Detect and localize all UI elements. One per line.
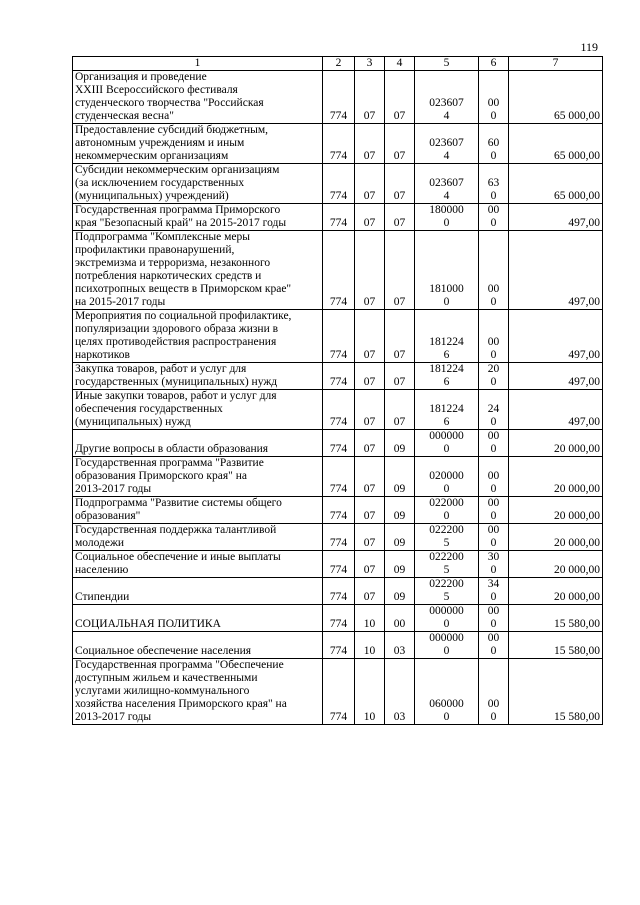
amount: 20 000,00	[509, 551, 603, 578]
amount: 15 580,00	[509, 632, 603, 659]
expense-type-code: 30 0	[479, 551, 509, 578]
section-code: 10	[355, 659, 385, 725]
amount: 497,00	[509, 310, 603, 363]
target-article-code: 020000 0	[415, 457, 479, 497]
item-name: СОЦИАЛЬНАЯ ПОЛИТИКА	[73, 605, 323, 632]
ministry-code: 774	[323, 659, 355, 725]
section-code: 07	[355, 390, 385, 430]
section-code: 07	[355, 363, 385, 390]
expense-type-code: 63 0	[479, 164, 509, 204]
subsection-code: 07	[385, 164, 415, 204]
subsection-code: 09	[385, 578, 415, 605]
table-row	[73, 390, 603, 430]
subsection-code: 09	[385, 457, 415, 497]
subsection-code: 09	[385, 430, 415, 457]
table-row	[73, 524, 603, 551]
target-article-code: 023607 4	[415, 164, 479, 204]
column-header: 7	[509, 57, 603, 71]
section-code: 07	[355, 497, 385, 524]
target-article-code: 023607 4	[415, 71, 479, 124]
expense-type-code: 00 0	[479, 632, 509, 659]
item-name: Подпрограмма "Комплексные меры профилактики правонарушений, экстремизма и терроризма, незаконного потребления наркотических средств и психотропных веществ в Приморском крае" на 2015-2017 годы	[73, 231, 323, 310]
table-row	[73, 204, 603, 231]
amount: 497,00	[509, 204, 603, 231]
expense-type-code: 24 0	[479, 390, 509, 430]
amount: 65 000,00	[509, 71, 603, 124]
item-name: Социальное обеспечение и иные выплаты населению	[73, 551, 323, 578]
amount: 20 000,00	[509, 497, 603, 524]
expense-type-code: 00 0	[479, 457, 509, 497]
ministry-code: 774	[323, 430, 355, 457]
target-article-code: 181000 0	[415, 231, 479, 310]
section-code: 07	[355, 164, 385, 204]
column-header: 5	[415, 57, 479, 71]
column-header: 2	[323, 57, 355, 71]
target-article-code: 022200 5	[415, 551, 479, 578]
expense-type-code: 00 0	[479, 310, 509, 363]
subsection-code: 07	[385, 204, 415, 231]
target-article-code: 000000 0	[415, 632, 479, 659]
ministry-code: 774	[323, 551, 355, 578]
table-body	[73, 71, 603, 725]
subsection-code: 07	[385, 231, 415, 310]
amount: 20 000,00	[509, 524, 603, 551]
ministry-code: 774	[323, 363, 355, 390]
item-name: Иные закупки товаров, работ и услуг для обеспечения государственных (муниципальных) нужд	[73, 390, 323, 430]
ministry-code: 774	[323, 497, 355, 524]
table-row	[73, 497, 603, 524]
table-row	[73, 430, 603, 457]
expense-type-code: 20 0	[479, 363, 509, 390]
subsection-code: 00	[385, 605, 415, 632]
subsection-code: 03	[385, 632, 415, 659]
item-name: Мероприятия по социальной профилактике, популяризации здорового образа жизни в целях противодействия распространения наркотиков	[73, 310, 323, 363]
amount: 20 000,00	[509, 430, 603, 457]
target-article-code: 181224 6	[415, 390, 479, 430]
table-row	[73, 124, 603, 164]
target-article-code: 000000 0	[415, 605, 479, 632]
section-code: 07	[355, 578, 385, 605]
subsection-code: 07	[385, 71, 415, 124]
table-row	[73, 363, 603, 390]
amount: 497,00	[509, 363, 603, 390]
expense-type-code: 00 0	[479, 231, 509, 310]
ministry-code: 774	[323, 310, 355, 363]
item-name: Государственная программа Приморского края "Безопасный край" на 2015-2017 годы	[73, 204, 323, 231]
expense-type-code: 00 0	[479, 71, 509, 124]
amount: 20 000,00	[509, 457, 603, 497]
item-name: Государственная поддержка талантливой молодежи	[73, 524, 323, 551]
target-article-code: 000000 0	[415, 430, 479, 457]
table-row	[73, 310, 603, 363]
amount: 65 000,00	[509, 164, 603, 204]
page-number: 119	[580, 40, 598, 54]
ministry-code: 774	[323, 632, 355, 659]
item-name: Государственная программа "Обеспечение доступным жильем и качественными услугами жилищно-коммунального хозяйства населения Приморского края" на 2013-2017 годы	[73, 659, 323, 725]
section-code: 07	[355, 430, 385, 457]
target-article-code: 023607 4	[415, 124, 479, 164]
ministry-code: 774	[323, 71, 355, 124]
ministry-code: 774	[323, 457, 355, 497]
target-article-code: 181224 6	[415, 363, 479, 390]
expense-type-code: 34 0	[479, 578, 509, 605]
subsection-code: 03	[385, 659, 415, 725]
section-code: 10	[355, 605, 385, 632]
ministry-code: 774	[323, 390, 355, 430]
target-article-code: 180000 0	[415, 204, 479, 231]
expense-type-code: 00 0	[479, 497, 509, 524]
table-row	[73, 71, 603, 124]
budget-table	[72, 56, 603, 725]
section-code: 07	[355, 231, 385, 310]
expense-type-code: 00 0	[479, 659, 509, 725]
amount: 15 580,00	[509, 659, 603, 725]
amount: 65 000,00	[509, 124, 603, 164]
section-code: 07	[355, 71, 385, 124]
ministry-code: 774	[323, 204, 355, 231]
target-article-code: 060000 0	[415, 659, 479, 725]
table-row	[73, 231, 603, 310]
table-row	[73, 164, 603, 204]
expense-type-code: 00 0	[479, 430, 509, 457]
table-row	[73, 605, 603, 632]
target-article-code: 022000 0	[415, 497, 479, 524]
target-article-code: 022200 5	[415, 578, 479, 605]
section-code: 07	[355, 310, 385, 363]
column-header: 3	[355, 57, 385, 71]
column-header: 1	[73, 57, 323, 71]
item-name: Предоставление субсидий бюджетным, автономным учреждениям и иным некоммерческим организациям	[73, 124, 323, 164]
subsection-code: 07	[385, 310, 415, 363]
section-code: 07	[355, 524, 385, 551]
item-name: Субсидии некоммерческим организациям (за исключением государственных (муниципальных) учреждений)	[73, 164, 323, 204]
ministry-code: 774	[323, 124, 355, 164]
ministry-code: 774	[323, 164, 355, 204]
table-row	[73, 659, 603, 725]
target-article-code: 022200 5	[415, 524, 479, 551]
subsection-code: 07	[385, 363, 415, 390]
table-row	[73, 578, 603, 605]
target-article-code: 181224 6	[415, 310, 479, 363]
item-name: Социальное обеспечение населения	[73, 632, 323, 659]
table-row	[73, 457, 603, 497]
expense-type-code: 00 0	[479, 204, 509, 231]
section-code: 07	[355, 457, 385, 497]
subsection-code: 07	[385, 124, 415, 164]
section-code: 07	[355, 204, 385, 231]
header-row	[73, 57, 603, 71]
section-code: 10	[355, 632, 385, 659]
expense-type-code: 00 0	[479, 605, 509, 632]
column-header: 4	[385, 57, 415, 71]
item-name: Закупка товаров, работ и услуг для государственных (муниципальных) нужд	[73, 363, 323, 390]
amount: 20 000,00	[509, 578, 603, 605]
expense-type-code: 60 0	[479, 124, 509, 164]
item-name: Подпрограмма "Развитие системы общего образования"	[73, 497, 323, 524]
section-code: 07	[355, 124, 385, 164]
subsection-code: 07	[385, 390, 415, 430]
ministry-code: 774	[323, 578, 355, 605]
table-row	[73, 551, 603, 578]
item-name: Другие вопросы в области образования	[73, 430, 323, 457]
amount: 15 580,00	[509, 605, 603, 632]
ministry-code: 774	[323, 231, 355, 310]
item-name: Организация и проведение XXIII Всероссийского фестиваля студенческого творчества "Российская студенческая весна"	[73, 71, 323, 124]
ministry-code: 774	[323, 605, 355, 632]
ministry-code: 774	[323, 524, 355, 551]
table-row	[73, 632, 603, 659]
section-code: 07	[355, 551, 385, 578]
column-header: 6	[479, 57, 509, 71]
item-name: Стипендии	[73, 578, 323, 605]
subsection-code: 09	[385, 497, 415, 524]
amount: 497,00	[509, 231, 603, 310]
subsection-code: 09	[385, 551, 415, 578]
amount: 497,00	[509, 390, 603, 430]
item-name: Государственная программа "Развитие образования Приморского края" на 2013-2017 годы	[73, 457, 323, 497]
expense-type-code: 00 0	[479, 524, 509, 551]
subsection-code: 09	[385, 524, 415, 551]
